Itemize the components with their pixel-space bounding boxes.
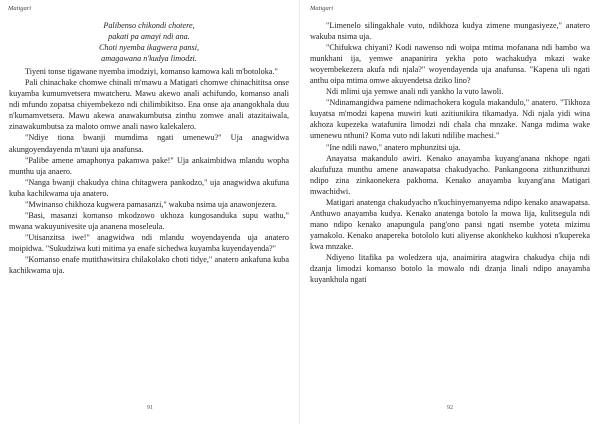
paragraph: Tiyeni tonse tigawane nyemba imodziyi, komanso kamowa kali m'botoloka." — [25, 67, 278, 77]
paragraph: "Nanga bwanji chakudya china chitagwera pankodzo," uja anagwidwa akufuna kuba kachikwama uja anatero. — [9, 177, 289, 198]
paragraph: Pali chinachake chomwe chinali m'mawu a Matigari chomwe chinachititsa onse kuyamba kumumvetsera mwatcheru. Mawu akewo anali achifundo, komanso anali ndi mfundo zopatsa chiyembekezo ndi chilimbikitso. Ena onse aja anangokhala duu n'kumamvetsera. Mawu akewa anawakumbutsa zinthu zomwe anali atazitaiwala, zinawakumbutsa za maloto omwe anali nawo kalekalero. — [9, 78, 289, 132]
paragraph: Anayatsa makandulo awiri. Kenako anayamba kuyang'anana nkhope ngati akufufuza munthu amene anawapatsa chakudyacho. Pankangoona zithunzithunzi ndipo zina zinkaonekera pakhoma. Kenako anayamba kuyang'ana Matigari mwachidwi. — [310, 153, 590, 196]
paragraph: "Limenelo silingakhale vuto, ndikhoza kudya zimene mungasiyeze," anatero wakuba nsima uja. — [310, 21, 590, 42]
running-head: Matigari — [310, 5, 334, 12]
verse-line: amagawana n'kudya limodzi. — [101, 54, 197, 64]
paragraph: Matigari anatenga chakudyacho n'kuchinyemanyema ndipo kenako anawapatsa. Anthuwo anayamba kudya. Kenako anatenga botolo la mowa lija, kulitsegula ndi mano ndipo kenako anapungula pang'ono pansi ngati nsembe yoteta mizimu yamakolo. Kenako anapereka botololo kuti aliyense akonkheko kukhosi n'kuperekа kwa mnzake. — [310, 197, 590, 251]
paragraph: "Ine ndili nawo," anatero mphunzitsi uja. — [326, 142, 461, 152]
right-page — [300, 0, 600, 424]
paragraph: Ndiyeno litafika pa woledzera uja, anaimirira atagwira chakudya chija ndi dzanja limodzi komanso botolo la mowalo ndi dzanja linali ndipo anayamba kuyankhula ngati — [310, 252, 590, 285]
paragraph: "Chifukwa chiyani? Kodi nawenso ndi woipa mtima mofanana ndi bambo wa munkhani ija, yemwe anapanirira yekha poto wachakudya mkazi wake woyembekezera akufa ndi njala?" woyendayenda uja anafunsa. "Kapena uli ngati anthu oipa mtima omwe akuyendetsa dziko lino? — [310, 43, 590, 86]
paragraph: "Ndinamangidwa pamene ndimachokera kogula makandulo," anatero. "Tikhoza kuyatsa m'modzi kapena muwiri kuti azitiunikira tikamadya. Ndi njala yidi wina akhoza kupezeka watafunira limodzi ndi chala cha mnzake. Nanga mdima wake umenewu nthuni? Koma vuto ndi lakuti ndilibe machesi." — [310, 98, 590, 141]
verse — [9, 20, 289, 64]
running-head: Matigari — [8, 5, 32, 12]
paragraph: "Ndiye tiona bwanji mumdima ngati umenewu?" Uja anagwidwa akungoyendayenda m'tauni uja anafunsa. — [9, 133, 289, 154]
paragraph: "Komanso enafe mutithawitsira chilakolako choti tidye," anatero ankafuna kuba kachikwama uja. — [9, 254, 289, 276]
page-number: 92 — [447, 405, 453, 411]
paragraph: "Basi, masanzi komanso mkodzowo ukhoza kungosanduka supu wathu," mwana wakuyunivesite uja ananena moseleula. — [9, 210, 289, 231]
right-page-text — [310, 20, 590, 285]
paragraph: "Palibe amene amaphonya pakamwa pake!" Uja ankaimbidwa mlandu wopha munthu uja anaero. — [9, 155, 289, 176]
verse-line: pakati pa amayi ndi ana. — [108, 32, 190, 42]
verse-line: Choti nyemba ikagwera pansi, — [98, 43, 200, 53]
verse-line: Palibenso chikondi chotere, — [103, 21, 195, 30]
paragraph: Ndi mlimi uja yemwe anali ndi yankho la vuto lawoli. — [326, 87, 504, 97]
left-page-text — [9, 20, 289, 276]
page-number: 91 — [147, 405, 153, 411]
paragraph: "Mwinanso chikhoza kugwera pamasanzi," wakuba nsima uja anawonjezera. — [25, 199, 277, 209]
paragraph: "Utisanzitsa iwe!" anagwidwa ndi mlandu woyendayenda uja anatero moipidwa. "Sukudziwa kuti mitima ya enafe sichedwa kuyamba kuyendayenda?" — [9, 232, 289, 253]
